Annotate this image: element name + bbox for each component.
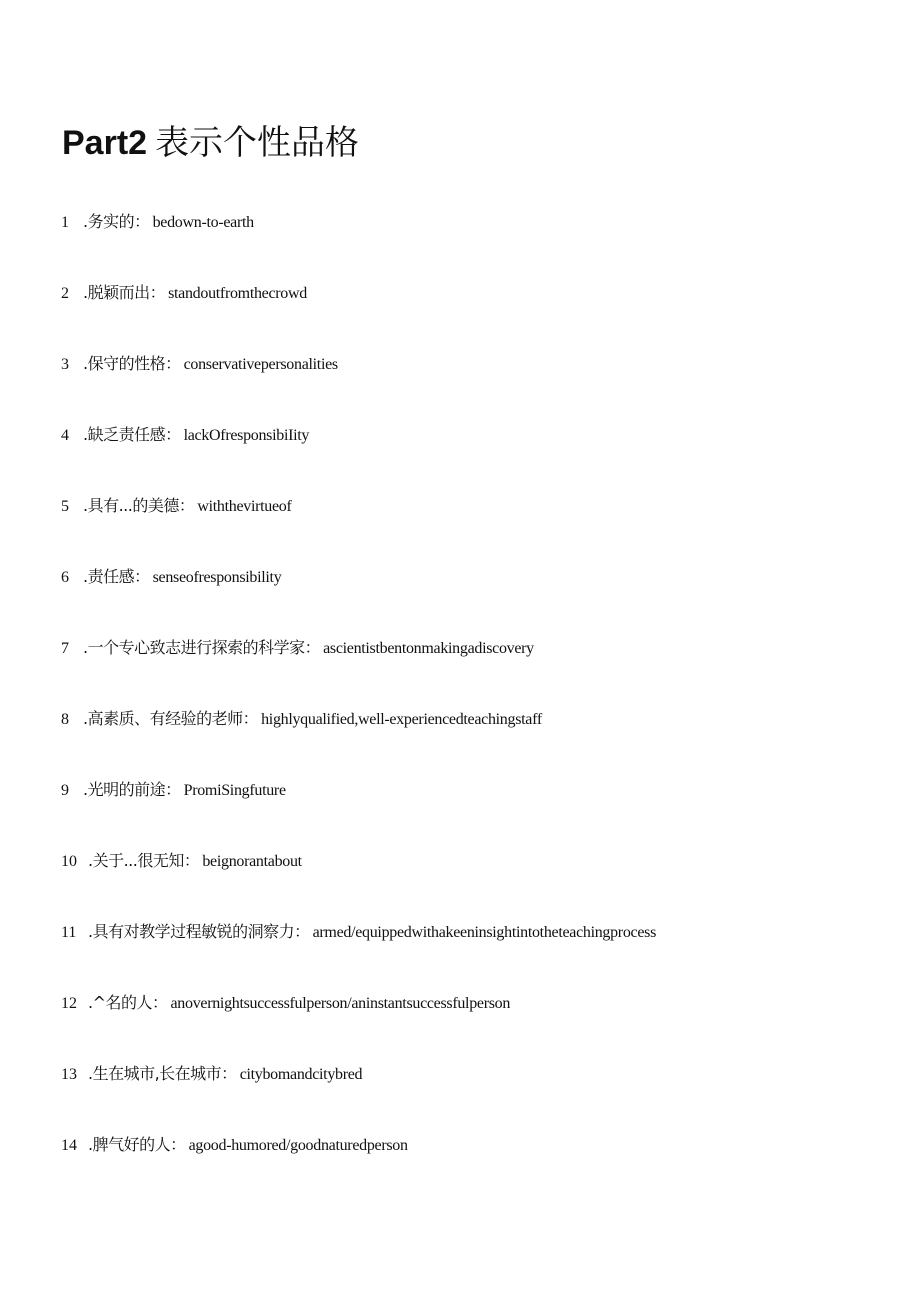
item-number: 6: [61, 569, 69, 586]
item-english: withthevirtueof: [197, 498, 292, 515]
item-chinese: .高素质、有经验的老师：: [83, 709, 259, 728]
list-item: [61, 704, 542, 734]
item-english: conservativepersonalities: [183, 356, 338, 373]
item-english: beignorantabout: [202, 853, 302, 870]
item-number: 11: [61, 924, 77, 941]
list-item: [61, 917, 656, 947]
item-chinese: .脱颖而出：: [83, 283, 166, 302]
item-chinese: .责任感：: [83, 567, 150, 586]
item-english: ascientistbentonmakingadiscovery: [323, 640, 534, 657]
list-item: [61, 562, 281, 592]
list-item: [61, 633, 534, 663]
item-chinese: .具有...的美德：: [83, 496, 195, 515]
item-chinese: .^名的人：: [88, 993, 168, 1012]
item-chinese: .保守的性格：: [83, 354, 181, 373]
item-chinese: .一个专心致志进行探索的科学家：: [83, 638, 321, 657]
title-chinese: 表示个性品格: [155, 123, 360, 163]
item-number: 13: [61, 1066, 77, 1083]
item-number: 12: [61, 995, 77, 1012]
list-item: [61, 1059, 362, 1089]
item-number: 7: [61, 640, 69, 657]
list-item: [61, 1130, 408, 1160]
item-number: 2: [61, 285, 69, 302]
list-item: [61, 420, 309, 450]
list-item: [61, 491, 292, 521]
item-number: 3: [61, 356, 69, 373]
list-item: [61, 349, 338, 379]
list-item: [61, 988, 510, 1018]
item-number: 4: [61, 427, 69, 444]
item-number: 14: [61, 1137, 77, 1154]
item-english: senseofresponsibility: [152, 569, 282, 586]
list-item: [61, 846, 302, 876]
item-chinese: .具有对教学过程敏锐的洞察力：: [88, 922, 310, 941]
item-english: agood-humored/goodnaturedperson: [188, 1137, 408, 1154]
list-item: [61, 207, 254, 237]
item-english: lackOfresponsibiIity: [183, 427, 310, 444]
item-english: armed/equippedwithakeeninsightintotheteachingprocess: [312, 924, 656, 941]
item-english: standoutfromthecrowd: [168, 285, 307, 302]
item-english: citybomandcitybred: [239, 1066, 363, 1083]
list-item: [61, 775, 286, 805]
item-chinese: .关于...很无知：: [88, 851, 200, 870]
item-number: 10: [61, 853, 77, 870]
item-number: 1: [61, 214, 69, 231]
page-title: [62, 118, 359, 168]
item-chinese: .生在城市,长在城市：: [88, 1064, 237, 1083]
item-number: 5: [61, 498, 69, 515]
item-chinese: .务实的：: [83, 212, 150, 231]
item-number: 8: [61, 711, 69, 728]
item-english: highlyqualified,well-experiencedteachingstaff: [261, 711, 542, 728]
item-english: PromiSingfuture: [183, 782, 286, 799]
item-chinese: .光明的前途：: [83, 780, 181, 799]
list-item: [61, 278, 307, 308]
title-english: Part2: [62, 124, 148, 162]
item-chinese: .脾气好的人：: [88, 1135, 186, 1154]
item-chinese: .缺乏责任感：: [83, 425, 181, 444]
item-number: 9: [61, 782, 69, 799]
item-english: anovernightsuccessfulperson/aninstantsuccessfulperson: [170, 995, 511, 1012]
item-english: bedown-to-earth: [152, 214, 254, 231]
